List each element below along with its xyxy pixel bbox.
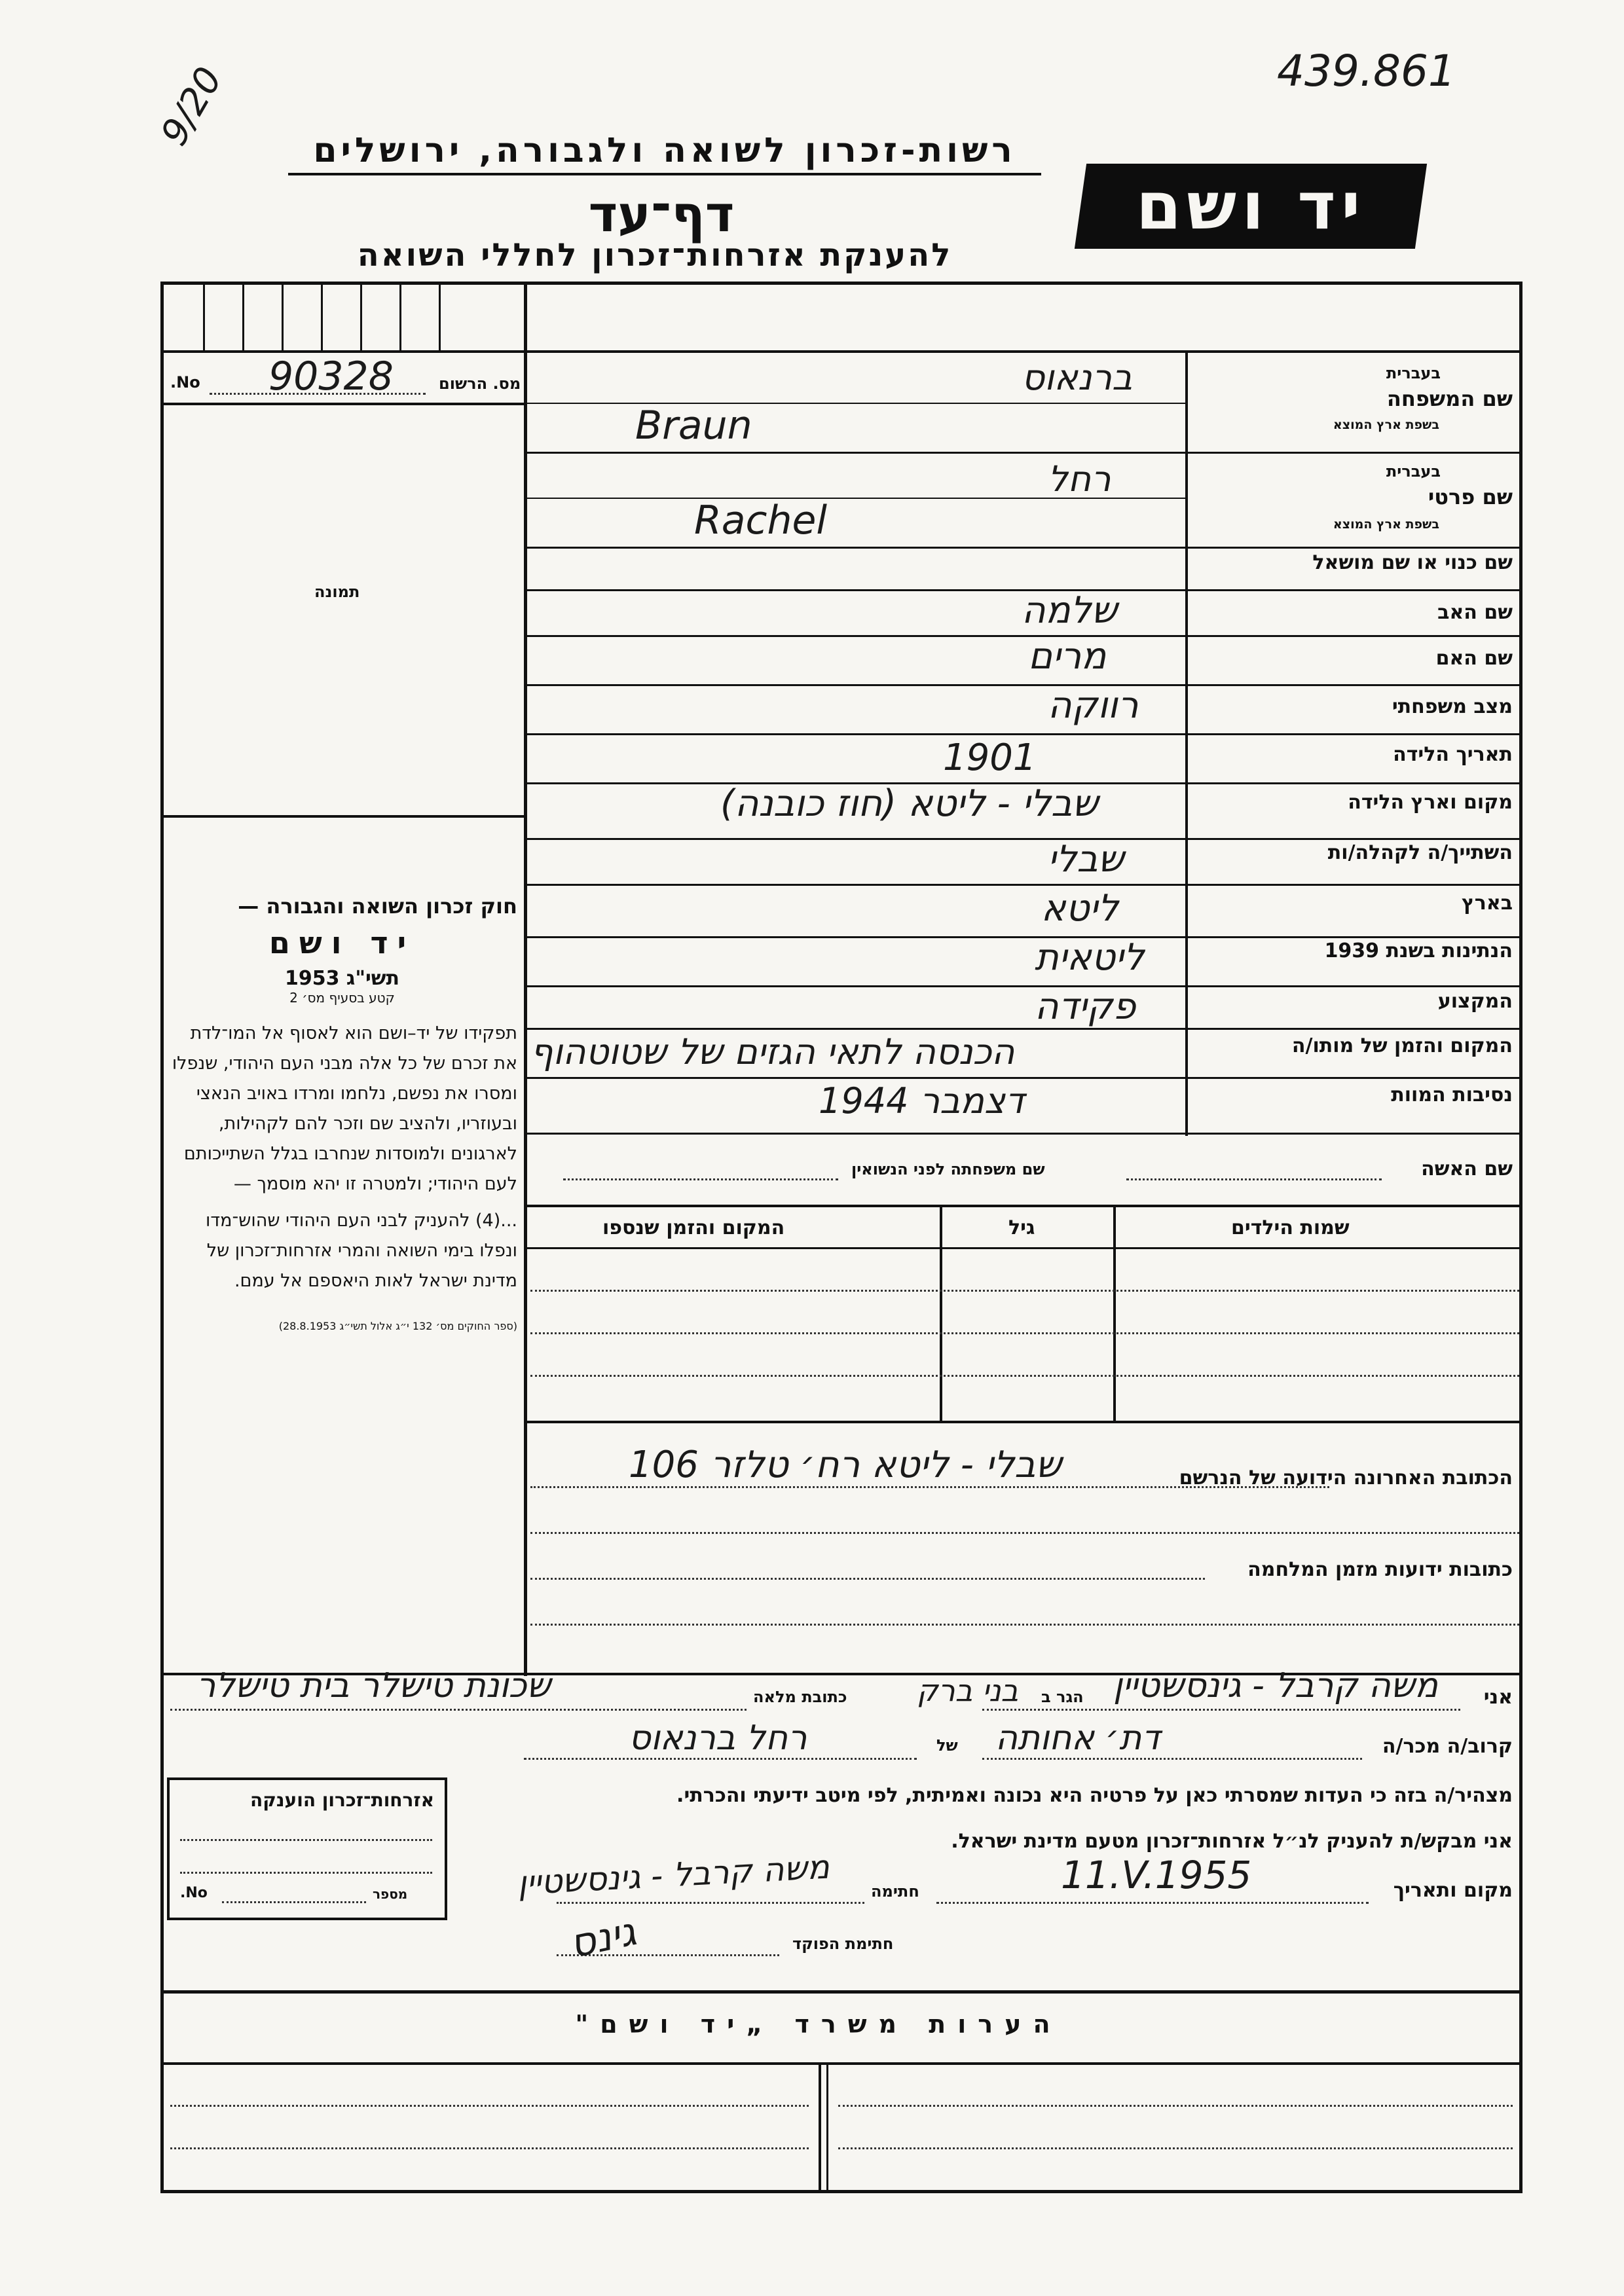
corner-mark-right: 439.861 xyxy=(1277,46,1456,96)
citizenship-value: ליטאית xyxy=(1035,936,1145,979)
death-cause-value: דצמבר 1944 xyxy=(819,1080,1025,1121)
page-title: דף־עד xyxy=(588,185,735,243)
corner-mark-left: 9/20 xyxy=(153,60,231,153)
citizenship-box-title: אזרחות־זכרון הוענקה xyxy=(250,1789,434,1811)
citizenship-box xyxy=(167,1777,447,1920)
wife-label: שם האשה xyxy=(1421,1157,1513,1180)
law-text xyxy=(167,894,517,1336)
statement-1: מצהיר/ה בזה כי העדות שמסרתי כאן על פרטיה היא נכונה ואמיתית, לפי מיטב ידיעתי והכרתי. xyxy=(676,1784,1513,1807)
community-label: השתייך/ה לקהלה/ות xyxy=(1327,841,1513,864)
firstname-origin-value: Rachel xyxy=(694,498,828,543)
relation-label: קרוב/ה מכר/ה xyxy=(1382,1735,1513,1758)
birthplace-label: מקום וארץ הלידה xyxy=(1348,791,1513,814)
of-label: של xyxy=(936,1736,958,1755)
full-address-label: כתובת מלאה xyxy=(753,1688,847,1706)
profession-value: פקידה xyxy=(1035,985,1136,1028)
law-clause: קטע בסעיף מס׳ 2 xyxy=(289,990,395,1006)
children-age-header: גיל xyxy=(1008,1216,1035,1239)
death-cause-label: נסיבות המוות xyxy=(1391,1084,1513,1106)
father-label: שם האב xyxy=(1437,601,1513,624)
firstname-label: שם פרטי xyxy=(1428,484,1513,509)
nickname-label: שם כנוי או שם מושאל xyxy=(1312,551,1513,574)
reg-he-label: מס. הרשום xyxy=(439,374,521,393)
surname-hebrew-value: ברנאוס xyxy=(1022,357,1133,398)
death-place-value: הכנסה לתאי הגזים של שטוטהוף xyxy=(530,1031,1015,1072)
officer-signature: גינס xyxy=(565,1908,640,1967)
citizenship-label: הנתינות בשנת 1939 xyxy=(1324,939,1513,962)
father-value: שלמה xyxy=(1022,589,1118,632)
office-notes-title: הערות משרד „יד ושם" xyxy=(575,2010,1062,2039)
mother-value: מרים xyxy=(1028,635,1107,678)
birthdate-label: תאריך הלידה xyxy=(1393,743,1513,766)
last-address-label: הכתובת האחרונה הידועה של הנרשם xyxy=(1179,1467,1513,1489)
surname-origin-value: Braun xyxy=(635,403,752,448)
mother-label: שם האם xyxy=(1435,647,1513,670)
declarant-signature: משה קרבל - גינסשטיין xyxy=(516,1848,831,1903)
relation-value: דת׳ אחותה xyxy=(995,1719,1160,1758)
profession-label: המקצוע xyxy=(1437,990,1513,1013)
country-label: בארץ xyxy=(1461,892,1513,915)
declarant-name: משה קרבל - גינסשטיין xyxy=(1113,1666,1438,1705)
place-date-value: 11.V.1955 xyxy=(1061,1853,1252,1897)
marital-label: מצב משפחתי xyxy=(1392,695,1513,718)
statement-2: אני מבקש/ת להעניק לנ״ל אזרחות־זכרון מטעם מדינת ישראל. xyxy=(951,1830,1513,1853)
citizenship-box-number-label: מספר xyxy=(373,1886,408,1902)
yad-vashem-logo xyxy=(1075,164,1427,249)
photo-label: תמונה xyxy=(314,583,360,601)
marital-value: רווקה xyxy=(1048,684,1139,727)
residing-value: בני ברק xyxy=(917,1673,1019,1708)
community-value: שבלי xyxy=(1048,838,1124,881)
registration-number: 90328 xyxy=(268,354,394,399)
page-subtitle: להענקת אזרחות־זכרון לחללי השואה xyxy=(357,237,953,274)
authority-name: רשות-זכרון לשואה ולגבורה, ירושלים xyxy=(288,131,1041,175)
children-names-header: שמות הילדים xyxy=(1231,1216,1350,1239)
wartime-address-label: כתובות ידועות מזמן המלחמה xyxy=(1247,1558,1513,1581)
firstname-hebrew-tag: בעברית xyxy=(1386,462,1441,481)
code-boxes xyxy=(164,285,524,350)
firstname-origin-tag: בשפת ארץ המוצא xyxy=(1333,517,1439,532)
residing-label: הגר ב xyxy=(1041,1688,1084,1706)
law-heading: חוק זכרון השואה והגבורה — xyxy=(238,894,517,919)
full-address-value: שכונת טישלר בית טישלר xyxy=(196,1666,551,1705)
death-place-label: המקום והזמן של מותו/ה xyxy=(1291,1034,1513,1057)
firstname-hebrew-value: רחל xyxy=(1048,458,1111,500)
signature-label: חתימה xyxy=(871,1882,919,1901)
law-source: (ספר החוקים מס׳ 132 י״ג אלול תשי״ג 28.8.1953) xyxy=(278,1320,517,1332)
logo-text: יד ושם xyxy=(1135,168,1366,244)
law-year: תשי"ג 1953 xyxy=(284,967,400,990)
maiden-name-label: שם משפחתה לפני הנשואין xyxy=(851,1160,1045,1178)
children-place-header: המקום והזמן שנספו xyxy=(602,1216,785,1239)
surname-hebrew-tag: בעברית xyxy=(1386,364,1441,382)
reg-no-label: No. xyxy=(170,373,200,392)
last-address-value: שבלי - ליטא רח׳ טלזר 106 xyxy=(629,1444,1062,1486)
surname-label: שם המשפחה xyxy=(1386,386,1513,411)
place-date-label: מקום ותאריך xyxy=(1393,1879,1513,1902)
surname-origin-tag: בשפת ארץ המוצא xyxy=(1333,418,1439,432)
declarant-i-label: אני xyxy=(1483,1686,1513,1709)
law-para1: תפקידו של יד–ושם הוא לאסוף אל המו־לדת את זכרם של כל אלה מבני העם היהודי, שנפלו ומסרו את נפשם, נלחמו ומרדו באויב הנאצי ובעוזריו, ולהציב שם וזכר להם לקהילות, לארגונים ולמוסדות שנחרבו בגלל השתייכותם לעם היהודי; ולמטרה זו יהא מוסמך — xyxy=(172,1023,517,1194)
law-name: יד ושם xyxy=(268,925,416,960)
of-value: רחל ברנאוס xyxy=(629,1719,807,1758)
birthplace-value: שבלי - ליטא (חוז כובנה) xyxy=(720,782,1099,825)
birthdate-value: 1901 xyxy=(943,737,1037,779)
officer-signature-label: חתימת הפוקד xyxy=(792,1935,894,1953)
law-para2: ...(4) להעניק לבני העם היהודי שהוש־מדו ונפלו בימי השואה והמרי אזרחות־זכרון של מדינת ישראל לאות היאספם אל עמם. xyxy=(206,1211,517,1291)
citizenship-box-no: No. xyxy=(180,1885,208,1901)
country-value: ליטא xyxy=(1041,887,1119,930)
